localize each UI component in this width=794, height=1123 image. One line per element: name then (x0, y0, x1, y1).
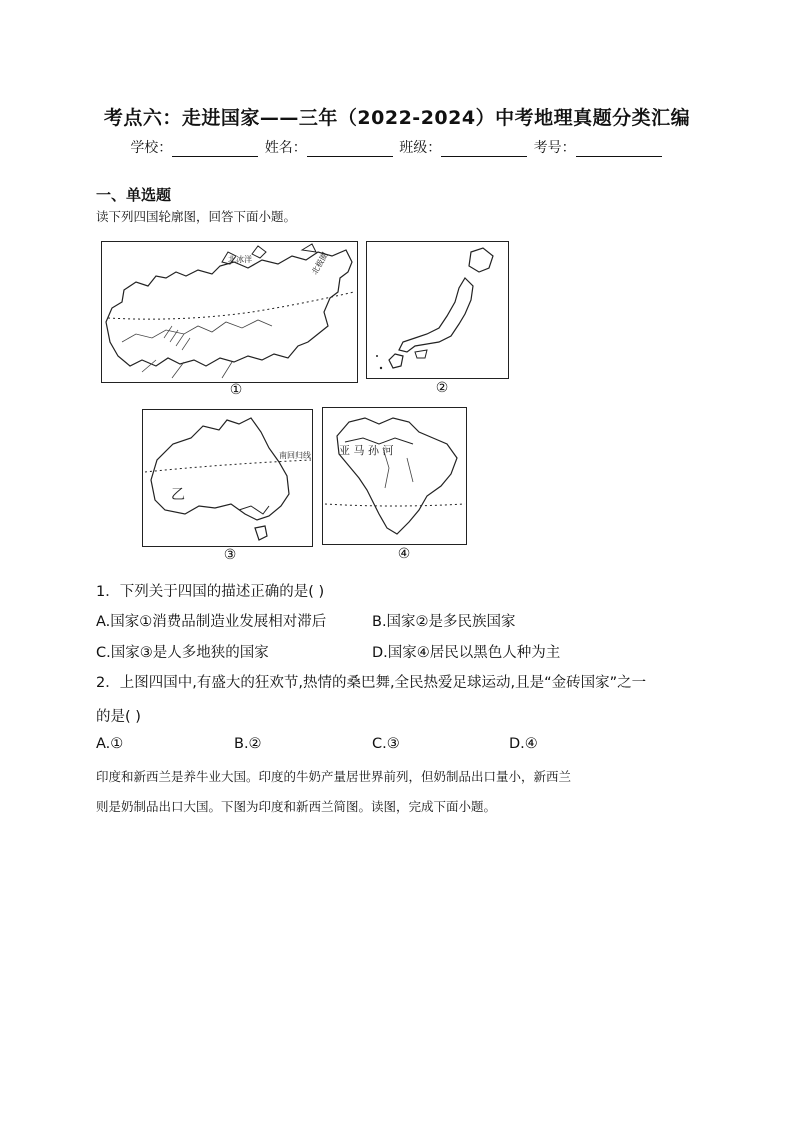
q2-option-d[interactable]: D.④ (509, 736, 538, 752)
map-russia (101, 241, 358, 383)
q2-option-b[interactable]: B.② (234, 736, 262, 752)
class-label: 班级： (399, 140, 442, 156)
map-brazil (322, 407, 467, 545)
q1-option-c[interactable]: C.国家③是人多地狭的国家 (96, 645, 269, 661)
question-2-stem-line2: 的是( ) (96, 709, 141, 725)
q2-option-c[interactable]: C.③ (372, 736, 400, 752)
question-1-stem: 1．下列关于四国的描述正确的是( ) (96, 584, 325, 600)
name-blank[interactable] (307, 142, 393, 157)
school-label: 学校： (130, 140, 173, 156)
amazon-river-label: 亚 马 孙 河 (339, 444, 394, 457)
map-3-number: ③ (223, 547, 237, 563)
student-info-line (0, 137, 794, 157)
map-australia (142, 409, 313, 547)
q2-option-a[interactable]: A.① (96, 736, 124, 752)
passage-line-2: 则是奶制品出口大国。下图为印度和新西兰简图。读图，完成下面小题。 (96, 799, 497, 814)
japan-outline-icon (367, 242, 508, 378)
class-blank[interactable] (441, 142, 527, 157)
intro-text: 读下列四国轮廓图，回答下面小题。 (96, 209, 297, 224)
map-4-number: ④ (397, 546, 411, 562)
question-2-stem-line1: 2．上图四国中,有盛大的狂欢节,热情的桑巴舞,全民热爱足球运动,且是“金砖国家”之一 (96, 675, 647, 691)
map-japan (366, 241, 509, 379)
school-blank[interactable] (172, 142, 258, 157)
exam-no-blank[interactable] (576, 142, 662, 157)
map-2-number: ② (435, 380, 449, 396)
australia-outline-icon (143, 410, 312, 546)
map-1-number: ① (229, 382, 243, 398)
name-label: 姓名： (264, 140, 307, 156)
page-title: 考点六：走进国家——三年（2022-2024）中考地理真题分类汇编 (103, 107, 691, 129)
q1-option-a[interactable]: A.国家①消费品制造业发展相对滞后 (96, 614, 327, 630)
arctic-ocean-label: 北冰洋 (228, 255, 252, 264)
passage-line-1: 印度和新西兰是养牛业大国。印度的牛奶产量居世界前列，但奶制品出口量小，新西兰 (96, 769, 572, 784)
section-title: 一、单选题 (96, 186, 172, 204)
q1-option-d[interactable]: D.国家④居民以黑色人种为主 (372, 645, 561, 661)
tropic-of-capricorn-label: 南回归线 (279, 451, 311, 460)
arctic-circle-label: 北极圈 (310, 250, 330, 277)
exam-no-label: 考号： (533, 140, 576, 156)
q1-option-b[interactable]: B.国家②是多民族国家 (372, 614, 516, 630)
brazil-outline-icon (323, 408, 466, 544)
region-yi-label: 乙 (171, 487, 185, 503)
